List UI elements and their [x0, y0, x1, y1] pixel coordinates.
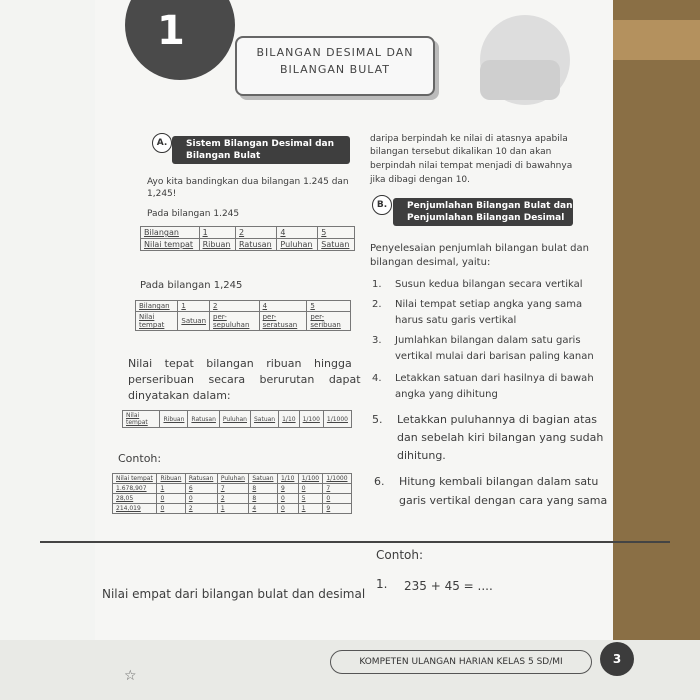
step-text: Letakkan puluhannya di bagian atas	[397, 413, 597, 426]
table-row	[113, 494, 352, 504]
section-b-intro-line1: Penyelesaian penjumlah bilangan bulat dan	[370, 243, 589, 254]
table-cell: Satuan	[249, 474, 278, 484]
step-text: Nilai tempat setiap angka yang sama	[395, 299, 583, 310]
section-b-heading-line2: Penjumlahan Bilangan Desimal	[407, 213, 565, 223]
table-cell: 0	[323, 494, 352, 504]
table-cell: per- sepuluhan	[210, 312, 260, 331]
table-cell: 8	[249, 494, 278, 504]
contoh-label-a: Contoh:	[118, 452, 162, 465]
step-text: harus satu garis vertikal	[395, 315, 517, 326]
section-a-badge: A.	[152, 133, 172, 153]
table-cell: 9	[323, 504, 352, 514]
step-number: 4.	[372, 373, 382, 384]
table-cell: 1	[199, 227, 235, 239]
right-top-line4: jika dibagi dengan 10.	[370, 175, 471, 185]
table-cell: per- seribuan	[307, 312, 351, 331]
table-cell: Puluhan	[219, 411, 250, 428]
table-cell: 0	[157, 494, 185, 504]
step-text: Susun kedua bilangan secara vertikal	[395, 279, 583, 290]
table-cell: Bilangan	[136, 301, 178, 312]
example-expression: 235 + 45 = ....	[404, 579, 493, 593]
separator-line	[40, 541, 670, 543]
table-cell: 0	[157, 504, 185, 514]
step-number: 2.	[372, 299, 382, 310]
table-cell: 1	[157, 484, 185, 494]
table-cell: 1/1000	[323, 474, 352, 484]
step-number: 1.	[372, 279, 382, 290]
table2-label: Pada bilangan 1,245	[140, 280, 243, 291]
section-a-intro-line2: 1,245!	[147, 189, 177, 199]
table-row	[123, 411, 352, 428]
table-row	[113, 504, 352, 514]
table-cell: 5	[318, 227, 355, 239]
step-text: Letakkan satuan dari hasilnya di bawah	[395, 373, 594, 384]
table-cell: Ribuan	[160, 411, 188, 428]
table-cell: 214,019	[113, 504, 157, 514]
para-line3: dinyatakan dalam:	[128, 389, 231, 402]
step-text: dihitung.	[397, 449, 446, 462]
contoh-label-b: Contoh:	[376, 548, 424, 562]
step-text: garis vertikal dengan cara yang sama	[399, 494, 608, 507]
table-cell: Nilai tempat	[141, 239, 200, 251]
background-right	[610, 0, 700, 700]
table-cell: 2	[210, 301, 260, 312]
step-text: dan sebelah kiri bilangan yang sudah	[397, 431, 604, 444]
chapter-title	[235, 36, 435, 96]
step-text: Hitung kembali bilangan dalam satu	[399, 475, 599, 488]
right-top-line1: daripa berpindah ke nilai di atasnya apabila	[370, 134, 568, 144]
section-b-heading-line1: Penjumlahan Bilangan Bulat dan	[407, 201, 573, 211]
step-number: 3.	[372, 335, 382, 346]
table-cell: 28,05	[113, 494, 157, 504]
table1-place-value-integer	[140, 226, 355, 251]
table-cell: Nilai tempat	[136, 312, 178, 331]
table-cell: 4	[249, 504, 278, 514]
table-cell: Puluhan	[277, 239, 318, 251]
table-cell: 8	[249, 484, 278, 494]
table-cell: Bilangan	[141, 227, 200, 239]
table-cell: Satuan	[318, 239, 355, 251]
table-row	[113, 484, 352, 494]
table-cell: 5	[298, 494, 323, 504]
table-cell: Satuan	[178, 312, 210, 331]
table-cell: 0	[185, 494, 217, 504]
table-row	[141, 227, 355, 239]
table-cell: 6	[185, 484, 217, 494]
table-cell: Nilai tempat	[113, 474, 157, 484]
table-row	[141, 239, 355, 251]
table-cell: 0	[277, 494, 298, 504]
table-cell: Ratusan	[236, 239, 277, 251]
table-cell: 5	[307, 301, 351, 312]
table-cell: 7	[217, 484, 249, 494]
table-cell: 9	[277, 484, 298, 494]
bottom-text: Nilai empat dari bilangan bulat dan desimal	[102, 587, 366, 601]
table-cell: 2	[185, 504, 217, 514]
section-b-intro-line2: bilangan desimal, yaitu:	[370, 257, 491, 268]
table-cell: 2	[236, 227, 277, 239]
background-right-accent	[610, 20, 700, 60]
chapter-badge: 1	[125, 0, 235, 80]
section-a-heading	[172, 136, 350, 164]
section-a-intro-line1: Ayo kita bandingkan dua bilangan 1.245 dan	[147, 177, 349, 187]
table4-example-values	[112, 473, 352, 514]
table-row	[113, 474, 352, 484]
table-cell: Ratusan	[185, 474, 217, 484]
table-cell: 1/10	[279, 411, 299, 428]
table-cell: 0	[298, 484, 323, 494]
table-cell: 4	[259, 301, 307, 312]
table-cell: 1	[178, 301, 210, 312]
table-cell: 1/100	[298, 474, 323, 484]
table-cell: 1	[298, 504, 323, 514]
step-number: 5.	[372, 413, 383, 426]
table-cell: 1/100	[299, 411, 323, 428]
page-number: 3	[600, 642, 634, 676]
right-top-line3: berpindah nilai tempat menjadi di bawahnya	[370, 161, 573, 171]
table-cell: Nilai tempat	[123, 411, 160, 428]
table-row	[136, 312, 351, 331]
step-text: angka yang dihitung	[395, 389, 498, 400]
table-cell: 0	[277, 504, 298, 514]
table-cell: Puluhan	[217, 474, 249, 484]
chapter-title-line1: BILANGAN DESIMAL DAN	[256, 46, 414, 59]
table-cell: Ribuan	[157, 474, 185, 484]
table-cell: 1	[217, 504, 249, 514]
para-line1: Nilai tepat bilangan ribuan hingga	[128, 357, 352, 370]
table-cell: 1/1000	[323, 411, 351, 428]
section-b-badge: B.	[372, 195, 392, 215]
table-cell: 7	[323, 484, 352, 494]
table-cell: 1/10	[277, 474, 298, 484]
table-cell: 1.678,907	[113, 484, 157, 494]
table-cell: per- seratusan	[259, 312, 307, 331]
step-text: Jumlahkan bilangan dalam satu garis	[395, 335, 581, 346]
table-cell: 2	[217, 494, 249, 504]
table1-label: Pada bilangan 1.245	[147, 209, 240, 219]
section-b-heading	[393, 198, 573, 226]
section-a-heading-line1: Sistem Bilangan Desimal dan	[186, 139, 335, 149]
table3-place-values	[122, 410, 352, 428]
star-icon: ☆	[124, 668, 137, 684]
step-text: vertikal mulai dari barisan paling kanan	[395, 351, 594, 362]
step-number: 6.	[374, 475, 385, 488]
table-row	[136, 301, 351, 312]
example-number: 1.	[376, 577, 388, 591]
table-cell: 4	[277, 227, 318, 239]
illustration-book	[480, 60, 560, 100]
table2-place-value-decimal	[135, 300, 351, 331]
table-cell: Ratusan	[188, 411, 219, 428]
para-line2: perseribuan secara berurutan dapat	[128, 373, 361, 386]
table-cell: Ribuan	[199, 239, 235, 251]
footer-banner: KOMPETEN ULANGAN HARIAN KELAS 5 SD/MI	[330, 650, 592, 674]
right-top-line2: bilangan tersebut dikalikan 10 dan akan	[370, 147, 552, 157]
table-cell: Satuan	[250, 411, 278, 428]
section-a-heading-line2: Bilangan Bulat	[186, 151, 261, 161]
chapter-title-line2: BILANGAN BULAT	[279, 63, 391, 76]
